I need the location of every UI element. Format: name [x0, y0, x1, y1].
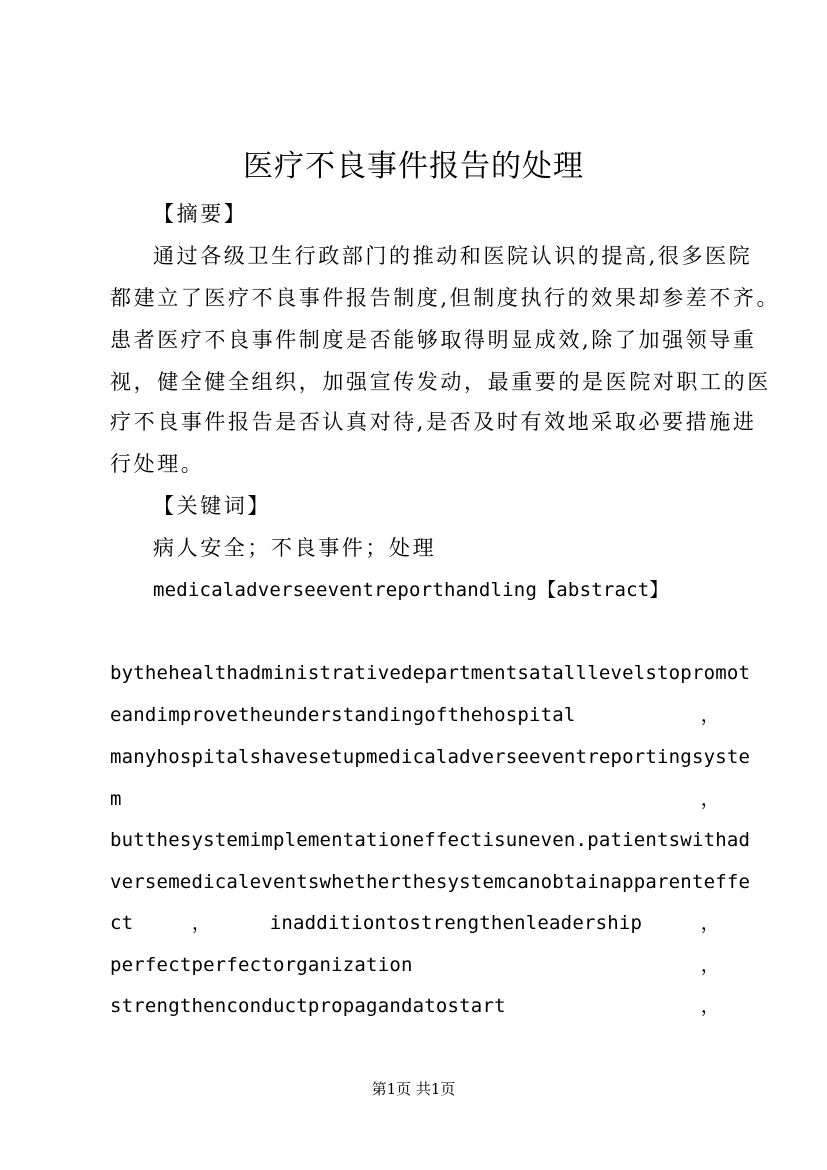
english-line-7-comma-a: ， — [191, 912, 212, 934]
abstract-heading: 【摘要】 — [153, 202, 248, 226]
english-line-9-text: strengthenconductpropagandatostart — [110, 995, 506, 1017]
abstract-line-6: 行处理。 — [110, 452, 205, 476]
english-line-8 — [110, 951, 720, 979]
english-line-7 — [110, 909, 720, 937]
abstract-line-3: 患者医疗不良事件制度是否能够取得明显成效,除了加强领导重 — [110, 328, 757, 352]
english-line-8-text: perfectperfectorganization — [110, 954, 413, 976]
english-line-3: manyhospitalshavesetupmedicaladverseeventreportingsyste — [110, 746, 751, 768]
english-line-4-text: m — [110, 788, 122, 810]
document-title: 医疗不良事件报告的处理 — [243, 149, 584, 184]
keywords-heading: 【关键词】 — [153, 494, 271, 518]
english-line-5: butthesystemimplementationeffectisuneven.patientswithad — [110, 829, 751, 851]
english-line-1: bythehealthadministrativedepartmentsatalllevelstopromot — [110, 662, 751, 684]
english-line-7-text: ct — [110, 912, 134, 934]
english-line-4-comma: ， — [700, 788, 720, 810]
abstract-line-4: 视，健全健全组织，加强宣传发动，最重要的是医院对职工的医 — [110, 370, 771, 394]
english-title-line: medicaladverseeventreporthandling【abstract】 — [153, 579, 669, 601]
english-line-8-comma: ， — [700, 954, 720, 976]
english-line-2-text: eandimprovetheunderstandingofthehospital — [110, 704, 576, 726]
english-line-7-mid: inadditiontostrengthenleadership — [269, 912, 643, 934]
english-line-9-comma: ， — [700, 995, 720, 1017]
abstract-line-1: 通过各级卫生行政部门的推动和医院认识的提高,很多医院 — [153, 244, 753, 268]
english-line-2-comma: ， — [700, 704, 720, 726]
english-line-6: versemedicaleventswhetherthesystemcanobtainapparenteffe — [110, 871, 751, 893]
abstract-line-2: 都建立了医疗不良事件报告制度,但制度执行的效果却参差不齐。 — [110, 286, 781, 310]
english-line-4 — [110, 785, 720, 813]
page-footer: 第1页 共1页 — [371, 1080, 456, 1098]
abstract-line-5: 疗不良事件报告是否认真对待,是否及时有效地采取必要措施进 — [110, 410, 757, 434]
english-line-9 — [110, 992, 720, 1020]
english-line-7-comma-b: ， — [700, 912, 720, 934]
english-line-2 — [110, 701, 720, 729]
keywords-text: 病人安全；不良事件；处理 — [153, 536, 437, 560]
